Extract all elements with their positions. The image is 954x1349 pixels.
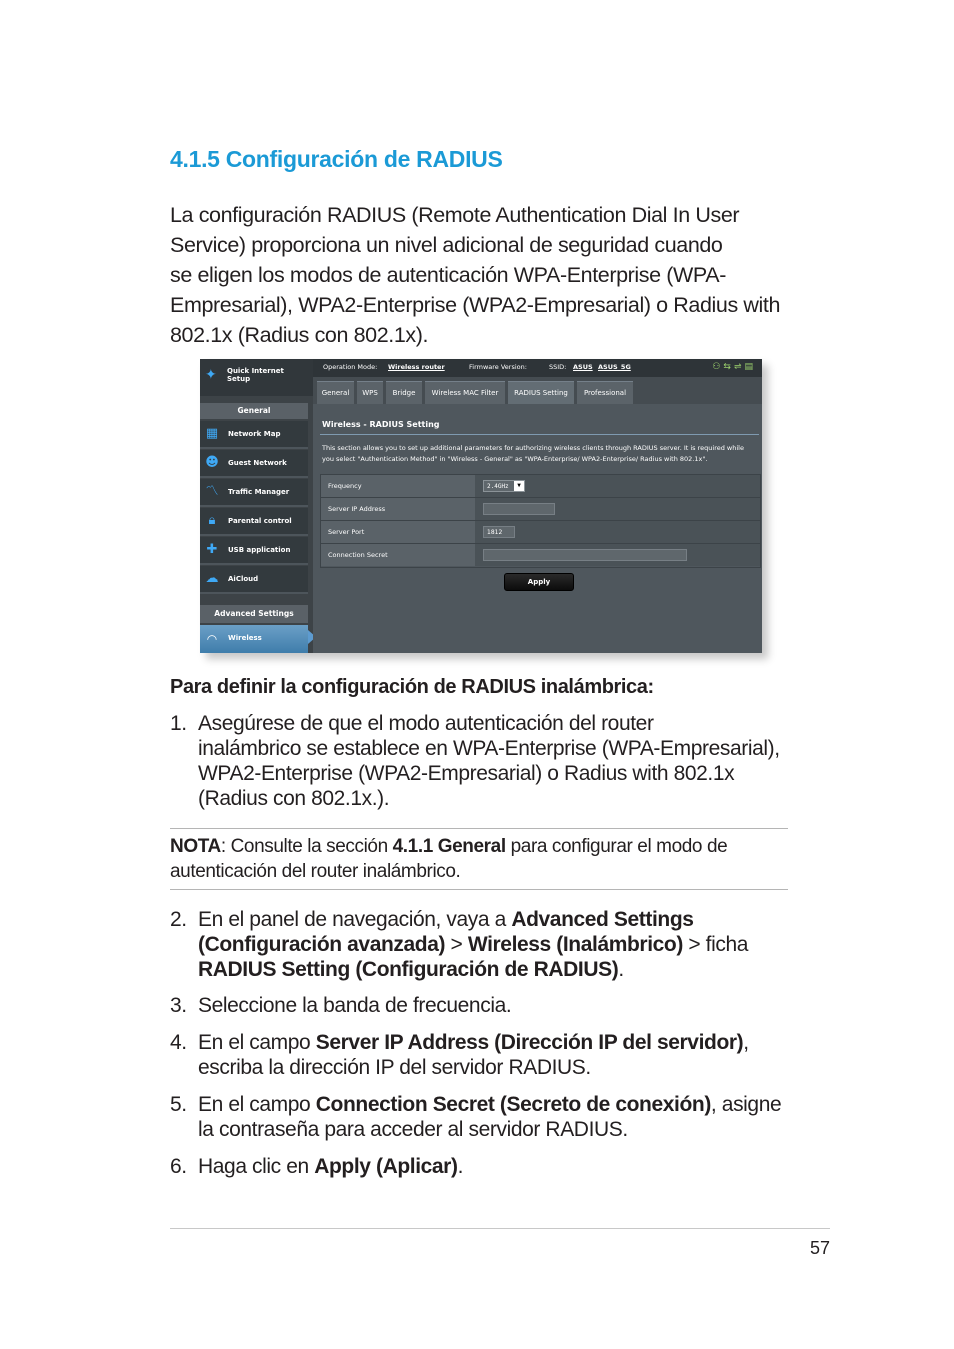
usb-application-icon: ✚ xyxy=(206,542,218,557)
server-port-label: Server Port xyxy=(321,521,475,543)
advanced-settings-header: Advanced Settings xyxy=(200,605,308,623)
step-number: 6. xyxy=(170,1155,187,1178)
intro-paragraph xyxy=(170,200,790,350)
general-header: General xyxy=(200,403,308,419)
step-line: la contraseña para acceder al servidor RADIUS. xyxy=(198,1118,628,1141)
ssid-5g-link[interactable]: ASUS_5G xyxy=(598,363,631,371)
sidebar-item-label: Traffic Manager xyxy=(228,488,290,496)
settings-table xyxy=(320,474,761,568)
tab-general[interactable]: General xyxy=(317,381,354,405)
tab-professional[interactable]: Professional xyxy=(577,381,633,405)
tab-wireless-mac-filter[interactable]: Wireless MAC Filter xyxy=(425,381,505,405)
divider xyxy=(320,434,759,435)
router-screenshot xyxy=(200,359,762,653)
frequency-select[interactable] xyxy=(483,480,525,492)
server-ip-label: Server IP Address xyxy=(321,498,475,520)
server-ip-input[interactable] xyxy=(483,503,555,515)
operation-mode-link[interactable]: Wireless router xyxy=(388,363,445,371)
sidebar-item-aicloud[interactable] xyxy=(200,566,308,594)
sidebar-item-parental-control[interactable] xyxy=(200,508,308,536)
sidebar-item-label: Wireless xyxy=(228,634,262,642)
intro-line: Service) proporciona un nivel adicional de seguridad cuando xyxy=(170,233,723,257)
list-item: 5. En el campo Connection Secret (Secreto de conexión), asigne la contraseña para acceder al servidor RADIUS. xyxy=(170,1092,795,1142)
note-line: autenticación del router inalámbrico. xyxy=(170,861,461,882)
sidebar-item-label: Guest Network xyxy=(228,459,287,467)
sidebar-item-label: Network Map xyxy=(228,430,281,438)
quick-internet-setup[interactable] xyxy=(200,359,313,396)
ssid-label: SSID: xyxy=(549,363,567,371)
intro-line: Empresarial), WPA2-Enterprise (WPA2-Empresarial) o Radius with xyxy=(170,293,781,317)
wifi-icon: ◠ xyxy=(206,632,218,646)
table-row xyxy=(321,521,760,544)
server-port-input[interactable]: 1812 xyxy=(483,526,515,538)
network-map-icon: ▦ xyxy=(205,426,219,441)
magic-wand-icon: ✦ xyxy=(205,367,217,383)
sidebar-item-network-map[interactable] xyxy=(200,421,308,449)
step-number: 3. xyxy=(170,994,187,1017)
intro-line: 802.1x (Radius con 802.1x). xyxy=(170,323,429,347)
table-row xyxy=(321,475,760,498)
sidebar-item-guest-network[interactable] xyxy=(200,450,308,478)
intro-line: se eligen los modos de autenticación WPA-Enterprise (WPA- xyxy=(170,263,726,287)
panel-description xyxy=(322,443,762,465)
note-reference: 4.1.1 General xyxy=(392,836,506,857)
status-icons xyxy=(712,362,756,372)
footer-divider xyxy=(170,1228,830,1229)
sidebar-item-label: USB application xyxy=(228,546,291,554)
connection-secret-input[interactable] xyxy=(483,549,687,561)
connection-secret-label: Connection Secret xyxy=(321,544,475,566)
intro-line: La configuración RADIUS (Remote Authentication Dial In User xyxy=(170,203,740,227)
step-line: inalámbrico se establece en WPA-Enterprise (WPA-Empresarial), xyxy=(198,737,780,760)
note-label: NOTA xyxy=(170,836,221,857)
guest-network-icon: ☻ xyxy=(205,455,219,470)
list-item: 4. En el campo Server IP Address (Dirección IP del servidor), escriba la dirección IP del servidor RADIUS. xyxy=(170,1030,795,1080)
step-line: Asegúrese de que el modo autenticación del router xyxy=(198,712,654,735)
sidebar-item-wireless[interactable] xyxy=(200,625,308,653)
sidebar-item-label: Parental control xyxy=(228,517,292,525)
table-row xyxy=(321,544,760,566)
note: NOTA: Consulte la sección 4.1.1 General para configurar el modo de autenticación del router inalámbrico. xyxy=(170,834,790,884)
tab-bar xyxy=(313,377,762,404)
list-item xyxy=(170,993,795,1018)
status-bar xyxy=(313,359,762,377)
chevron-down-icon: ▼ xyxy=(514,481,524,491)
nav-sidebar xyxy=(200,359,313,653)
list-item: 6. Haga clic en Apply (Aplicar). xyxy=(170,1155,463,1178)
apply-button[interactable]: Apply xyxy=(504,573,574,591)
list-item xyxy=(170,711,795,811)
step-number: 4. xyxy=(170,1031,187,1054)
description-line: you select "Authentication Method" in "Wireless - General" as "WPA-Enterprise/ WPA2-Enterprise/ Radius with 802.1x". xyxy=(322,455,708,463)
firmware-label: Firmware Version: xyxy=(469,363,527,371)
sidebar-item-traffic-manager[interactable] xyxy=(200,479,308,507)
qis-label: Quick Internet xyxy=(227,367,284,375)
panel-title: Wireless - RADIUS Setting xyxy=(322,420,440,429)
tab-radius-setting[interactable]: RADIUS Setting xyxy=(508,381,574,405)
parental-control-icon: 🔒︎ xyxy=(208,513,216,528)
sidebar-item-usb-application[interactable] xyxy=(200,537,308,565)
link-icon[interactable]: ⇆ xyxy=(723,362,734,372)
operation-mode-label: Operation Mode: xyxy=(323,363,378,371)
frequency-value: 2.4GHz xyxy=(487,483,509,490)
tab-bridge[interactable]: Bridge xyxy=(386,381,422,405)
usb-icon[interactable]: ⇌ xyxy=(733,362,745,372)
step-line: escriba la dirección IP del servidor RADIUS. xyxy=(198,1056,591,1079)
print-icon[interactable]: ▤ xyxy=(744,362,756,372)
users-icon[interactable]: ⚇ xyxy=(712,362,724,372)
tab-wps[interactable]: WPS xyxy=(357,381,383,405)
table-row xyxy=(321,498,760,521)
frequency-label: Frequency xyxy=(321,475,475,497)
step-line: WPA2-Enterprise (WPA2-Empresarial) o Radius with 802.1x xyxy=(198,762,735,785)
aicloud-icon: ☁ xyxy=(205,571,219,586)
description-line: This section allows you to set up additional parameters for authorizing wireless clients through RADIUS server. It is required while xyxy=(322,444,744,452)
ssid-link[interactable]: ASUS xyxy=(573,363,593,371)
list-item: 2. En el panel de navegación, vaya a Advanced Settings (Configuración avanzada) > Wireless (Inalámbrico) > ficha RADIUS Setting (Configuración de RADIUS). xyxy=(170,908,749,981)
section-heading: 4.1.5 Configuración de RADIUS xyxy=(170,146,503,172)
step-line: (Radius con 802.1x.). xyxy=(198,787,390,810)
procedure-heading: Para definir la configuración de RADIUS inalámbrica: xyxy=(170,676,654,698)
sidebar-item-label: AiCloud xyxy=(228,575,259,583)
radius-panel xyxy=(313,404,762,653)
page-number: 57 xyxy=(809,1238,830,1258)
step-number: 1. xyxy=(170,712,187,735)
step-line: Seleccione la banda de frecuencia. xyxy=(198,994,512,1017)
step-number: 2. xyxy=(170,908,187,931)
traffic-manager-icon: 〽 xyxy=(205,484,219,499)
step-number: 5. xyxy=(170,1093,187,1116)
qis-label: Setup xyxy=(227,375,251,383)
